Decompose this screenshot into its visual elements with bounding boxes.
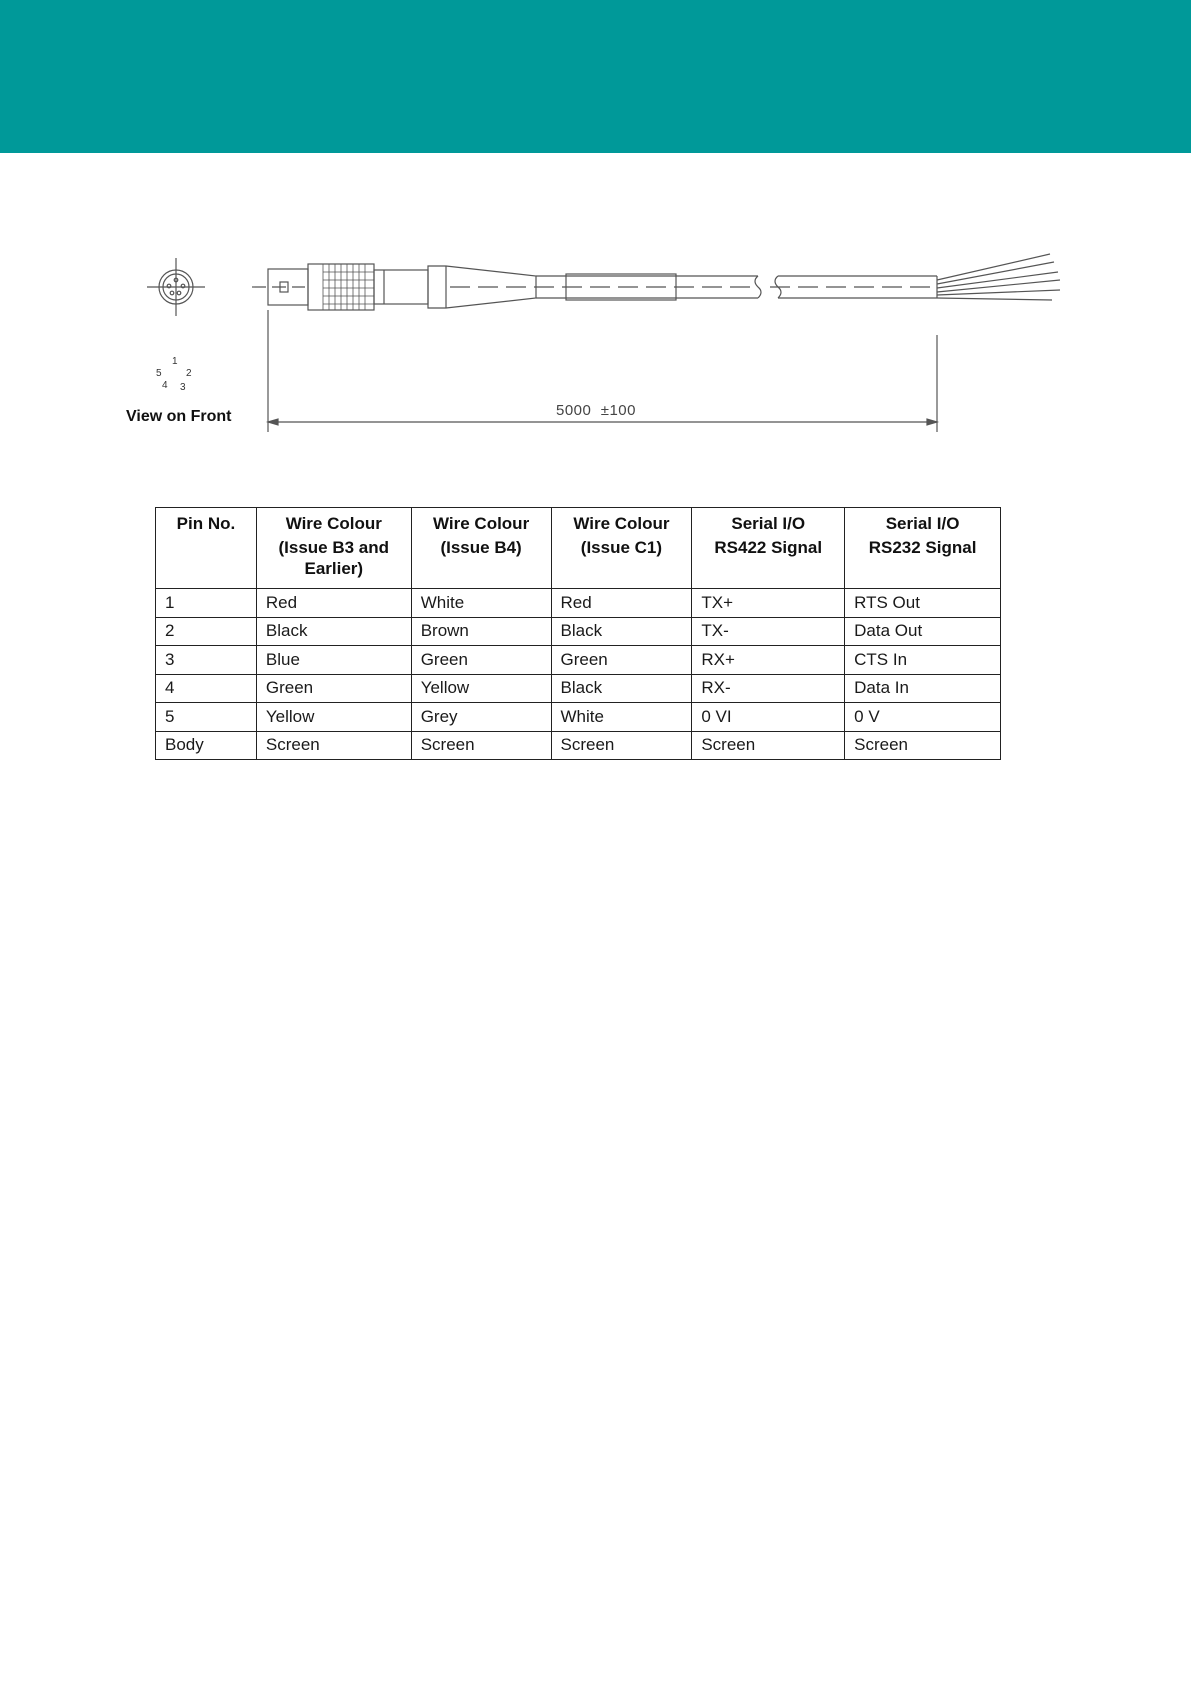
table-cell: Body — [156, 731, 257, 760]
table-row — [156, 589, 1001, 618]
header-band — [0, 0, 1191, 153]
length-value: 5000 — [556, 402, 592, 419]
table-cell: 0 VI — [692, 703, 845, 732]
pin-layout-diagram — [154, 356, 204, 398]
pin-number: 3 — [180, 382, 186, 393]
table-row — [156, 646, 1001, 675]
table-cell: 4 — [156, 674, 257, 703]
table-cell: Grey — [411, 703, 551, 732]
table-cell: Screen — [551, 731, 692, 760]
view-on-front-label: View on Front — [126, 408, 232, 425]
table-cell: TX- — [692, 617, 845, 646]
pin-number: 1 — [172, 356, 178, 367]
column-header: Wire Colour (Issue C1) — [551, 508, 692, 589]
table-cell: White — [551, 703, 692, 732]
table-cell: Screen — [256, 731, 411, 760]
table-cell: White — [411, 589, 551, 618]
table-cell: RX+ — [692, 646, 845, 675]
table-row — [156, 731, 1001, 760]
pinout-table — [155, 507, 1001, 760]
table-cell: CTS In — [845, 646, 1001, 675]
table-cell: Green — [551, 646, 692, 675]
table-cell: Data Out — [845, 617, 1001, 646]
table-cell: 1 — [156, 589, 257, 618]
column-header: Pin No. — [156, 508, 257, 589]
table-cell: Blue — [256, 646, 411, 675]
column-header: Wire Colour (Issue B4) — [411, 508, 551, 589]
front-view-connector-icon — [147, 258, 205, 316]
table-cell: RTS Out — [845, 589, 1001, 618]
cable-icon — [450, 254, 1060, 300]
table-cell: 5 — [156, 703, 257, 732]
table-cell: Black — [551, 674, 692, 703]
table-cell: Red — [551, 589, 692, 618]
table-cell: Green — [256, 674, 411, 703]
table-row — [156, 674, 1001, 703]
table-cell: Green — [411, 646, 551, 675]
table-cell: 0 V — [845, 703, 1001, 732]
table-row — [156, 617, 1001, 646]
pin-number: 2 — [186, 368, 192, 379]
column-header: Serial I/O RS232 Signal — [845, 508, 1001, 589]
pin-number: 4 — [162, 380, 168, 391]
table-cell: Screen — [411, 731, 551, 760]
column-header: Wire Colour (Issue B3 and Earlier) — [256, 508, 411, 589]
table-cell: Data In — [845, 674, 1001, 703]
length-tolerance: ±100 — [600, 402, 636, 419]
table-cell: 2 — [156, 617, 257, 646]
table-cell: Red — [256, 589, 411, 618]
table-header-row — [156, 508, 1001, 589]
table-cell: Yellow — [256, 703, 411, 732]
table-row — [156, 703, 1001, 732]
column-header: Serial I/O RS422 Signal — [692, 508, 845, 589]
table-cell: Black — [551, 617, 692, 646]
table-cell: RX- — [692, 674, 845, 703]
table-cell: 3 — [156, 646, 257, 675]
table-cell: Brown — [411, 617, 551, 646]
table-cell: Screen — [692, 731, 845, 760]
dimension-label — [556, 402, 636, 419]
table-cell: Screen — [845, 731, 1001, 760]
pin-number: 5 — [156, 368, 162, 379]
table-cell: Yellow — [411, 674, 551, 703]
table-cell: TX+ — [692, 589, 845, 618]
table-cell: Black — [256, 617, 411, 646]
